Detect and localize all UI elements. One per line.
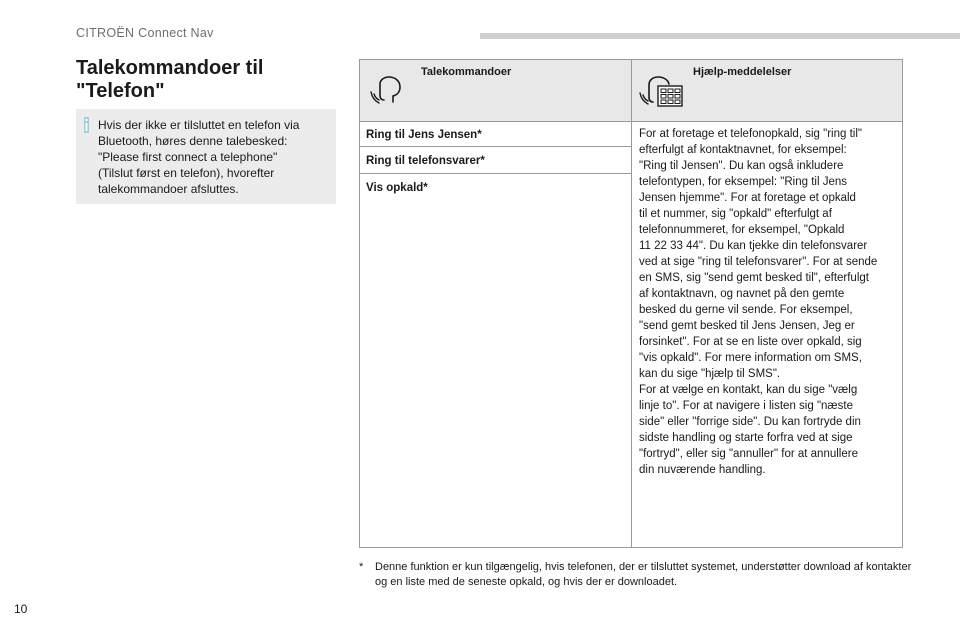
section-title-line2: "Telefon" xyxy=(76,80,165,102)
voice-command-icon xyxy=(370,72,406,106)
section-title xyxy=(76,57,263,103)
voice-command-table xyxy=(359,59,903,548)
footnote-text: Denne funktion er kun tilgængelig, hvis telefonen, der er tilsluttet systemet, understøtter download af kontakter og en liste med de seneste opkald, og hvis der er downloadet. xyxy=(375,561,912,588)
command-row: Vis opkald* xyxy=(366,182,428,194)
column-divider xyxy=(631,60,632,547)
help-message-text: For at foretage et telefonopkald, sig "ring til" efterfulgt af kontaktnavnet, for eksempel: "Ring til Jensen". Du kan også inkludere telefontypen, for eksempel: "Ring til Jens Jensen hjemme". For at foretage et opkald til et nummer, sig "opkald" efterfulgt af telefonnummeret, for eksempel, "Opkald 11 22 33 44". Du kan tjekke din telefonsvarer ved at sige "ring til telefonsvarer". For at sende en SMS, sig "send gemt besked til", efterfulgt af kontaktnavn, og navnet på den gemte besked du gerne vil sende. For eksempel, "send gemt besked til Jens Jensen, Jeg er forsinket". For at se en liste over opkald, sig "vis opkald". For mere information om SMS, kan du sige "hjælp til SMS". For at vælge en kontakt, kan du sige "vælg linje to". For at navigere i listen sig "næste side" eller "forrige side". Du kan fortryde din sidste handling og starte forfra ved at sige "fortryd", eller sig "annuller" for at annullere din nuværende handling. xyxy=(639,128,878,476)
footnote-marker: * xyxy=(359,561,364,573)
command-row: Ring til telefonsvarer* xyxy=(360,147,631,174)
column-header-commands: Talekommandoer xyxy=(421,66,512,78)
page-number: 10 xyxy=(14,602,28,616)
command-row: Ring til Jens Jensen* xyxy=(360,121,631,147)
info-text: Hvis der ikke er tilsluttet en telefon via Bluetooth, høres denne talebesked: "Please first connect a telephone" (Tilslut først en telefon), hvorefter talekommandoer afsluttes. xyxy=(98,118,300,196)
info-icon xyxy=(84,117,89,133)
column-header-help: Hjælp-meddelelser xyxy=(693,66,792,78)
voice-keypad-icon xyxy=(639,72,685,108)
section-title-line1: Talekommandoer til xyxy=(76,57,264,79)
header-title: CITROËN Connect Nav xyxy=(76,26,214,40)
header-bar xyxy=(480,33,960,39)
